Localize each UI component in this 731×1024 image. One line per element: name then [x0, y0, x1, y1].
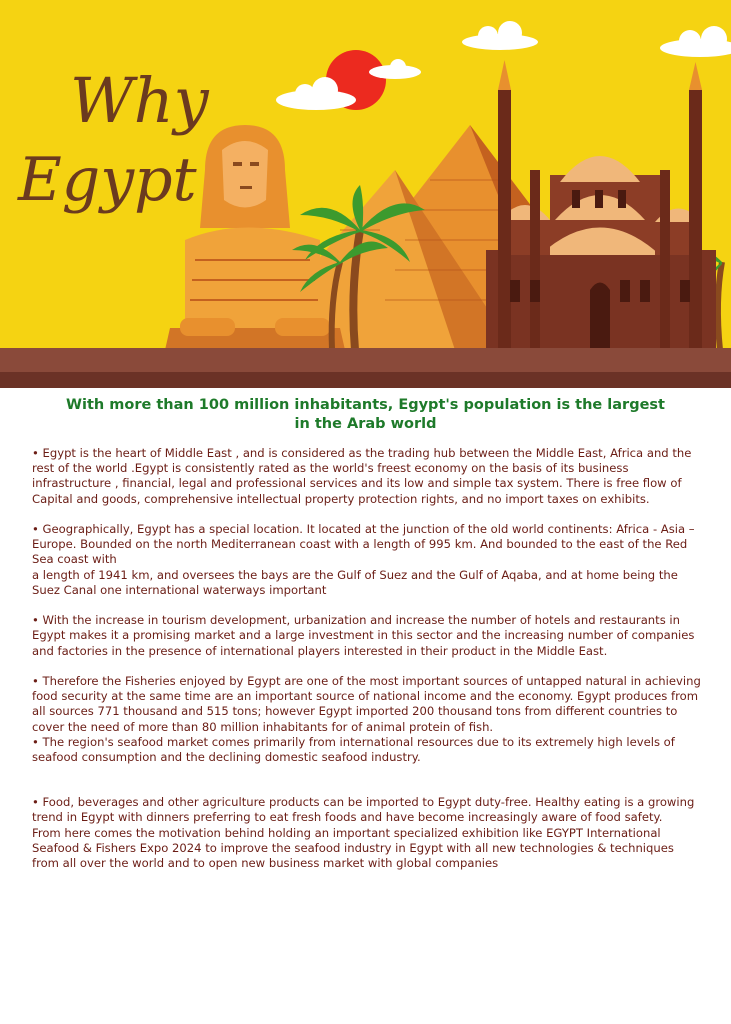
paragraph-expo-motivation: From here comes the motivation behind holding an important specialized exhibition like EGYPT International Seafood & Fishers Expo 2024 to improve the seafood industry in Egypt with all new technologies & techniques from all over the world and to open new business market with global companies [32, 825, 674, 871]
paragraph-seafood-market: • The region's seafood market comes primarily from international resources due to its extremely high levels of seafood consumption and the declining domestic seafood industry. [32, 734, 675, 765]
paragraph-tourism: • With the increase in tourism development, urbanization and increase the number of hotels and restaurants in Egypt makes it a promising market and a large investment in this sector and the increasing number of companies and factories in the presence of international players interested in their product in the Middle East. [32, 613, 695, 658]
paragraph-geography-cont: a length of 1941 km, and oversees the bays are the Gulf of Suez and the Gulf of Aqaba, and at home being the Suez Canal one international waterways important [32, 567, 678, 597]
hero-title-line2: Egypt [18, 145, 197, 215]
hero-illustration [0, 0, 731, 388]
ground-shadow [0, 372, 731, 388]
paragraph-trade-hub: • Egypt is the heart of Middle East , and is considered as the trading hub between the Middle East, Africa and the rest of the world .Egypt is consistently rated as the world's freest economy on the basis of its business infrastructure , financial, legal and professional services and its low and simple tax system. There is free flow of Capital and goods, comprehensive intellectual property protection rights, and no import taxes on exhibits. [32, 446, 692, 506]
paragraph-food-imports: • Food, beverages and other agriculture products can be imported to Egypt duty-free. Healthy eating is a growing trend in Egypt with dinners preferring to eat fresh foods and have become increasingly aware of food safety. [32, 795, 695, 825]
body-text [32, 446, 704, 871]
paragraph-fisheries: • Therefore the Fisheries enjoyed by Egypt are one of the most important sources of untapped natural in achieving food security at the same time are an important source of national income and the economy. Egypt produces from all sources 771 thousand and 515 tons; however Egypt imported 200 thousand tons from different countries to cover the need of more than 80 million inhabitants for of animal protein of fish. [32, 674, 701, 734]
paragraph-geography: • Geographically, Egypt has a special location. It located at the junction of the old world continents: Africa - Asia – Europe. Bounded on the north Mediterranean coast with a length of 995 km. And bounded to the east of the Red Sea coast with [32, 522, 695, 567]
headline-line-2: in the Arab world [294, 416, 437, 432]
headline-line-1: With more than 100 million inhabitants, Egypt's population is the largest [66, 397, 665, 413]
ground-strip [0, 348, 731, 372]
page-headline [20, 396, 711, 434]
hero-title-line1: Why [70, 64, 209, 137]
